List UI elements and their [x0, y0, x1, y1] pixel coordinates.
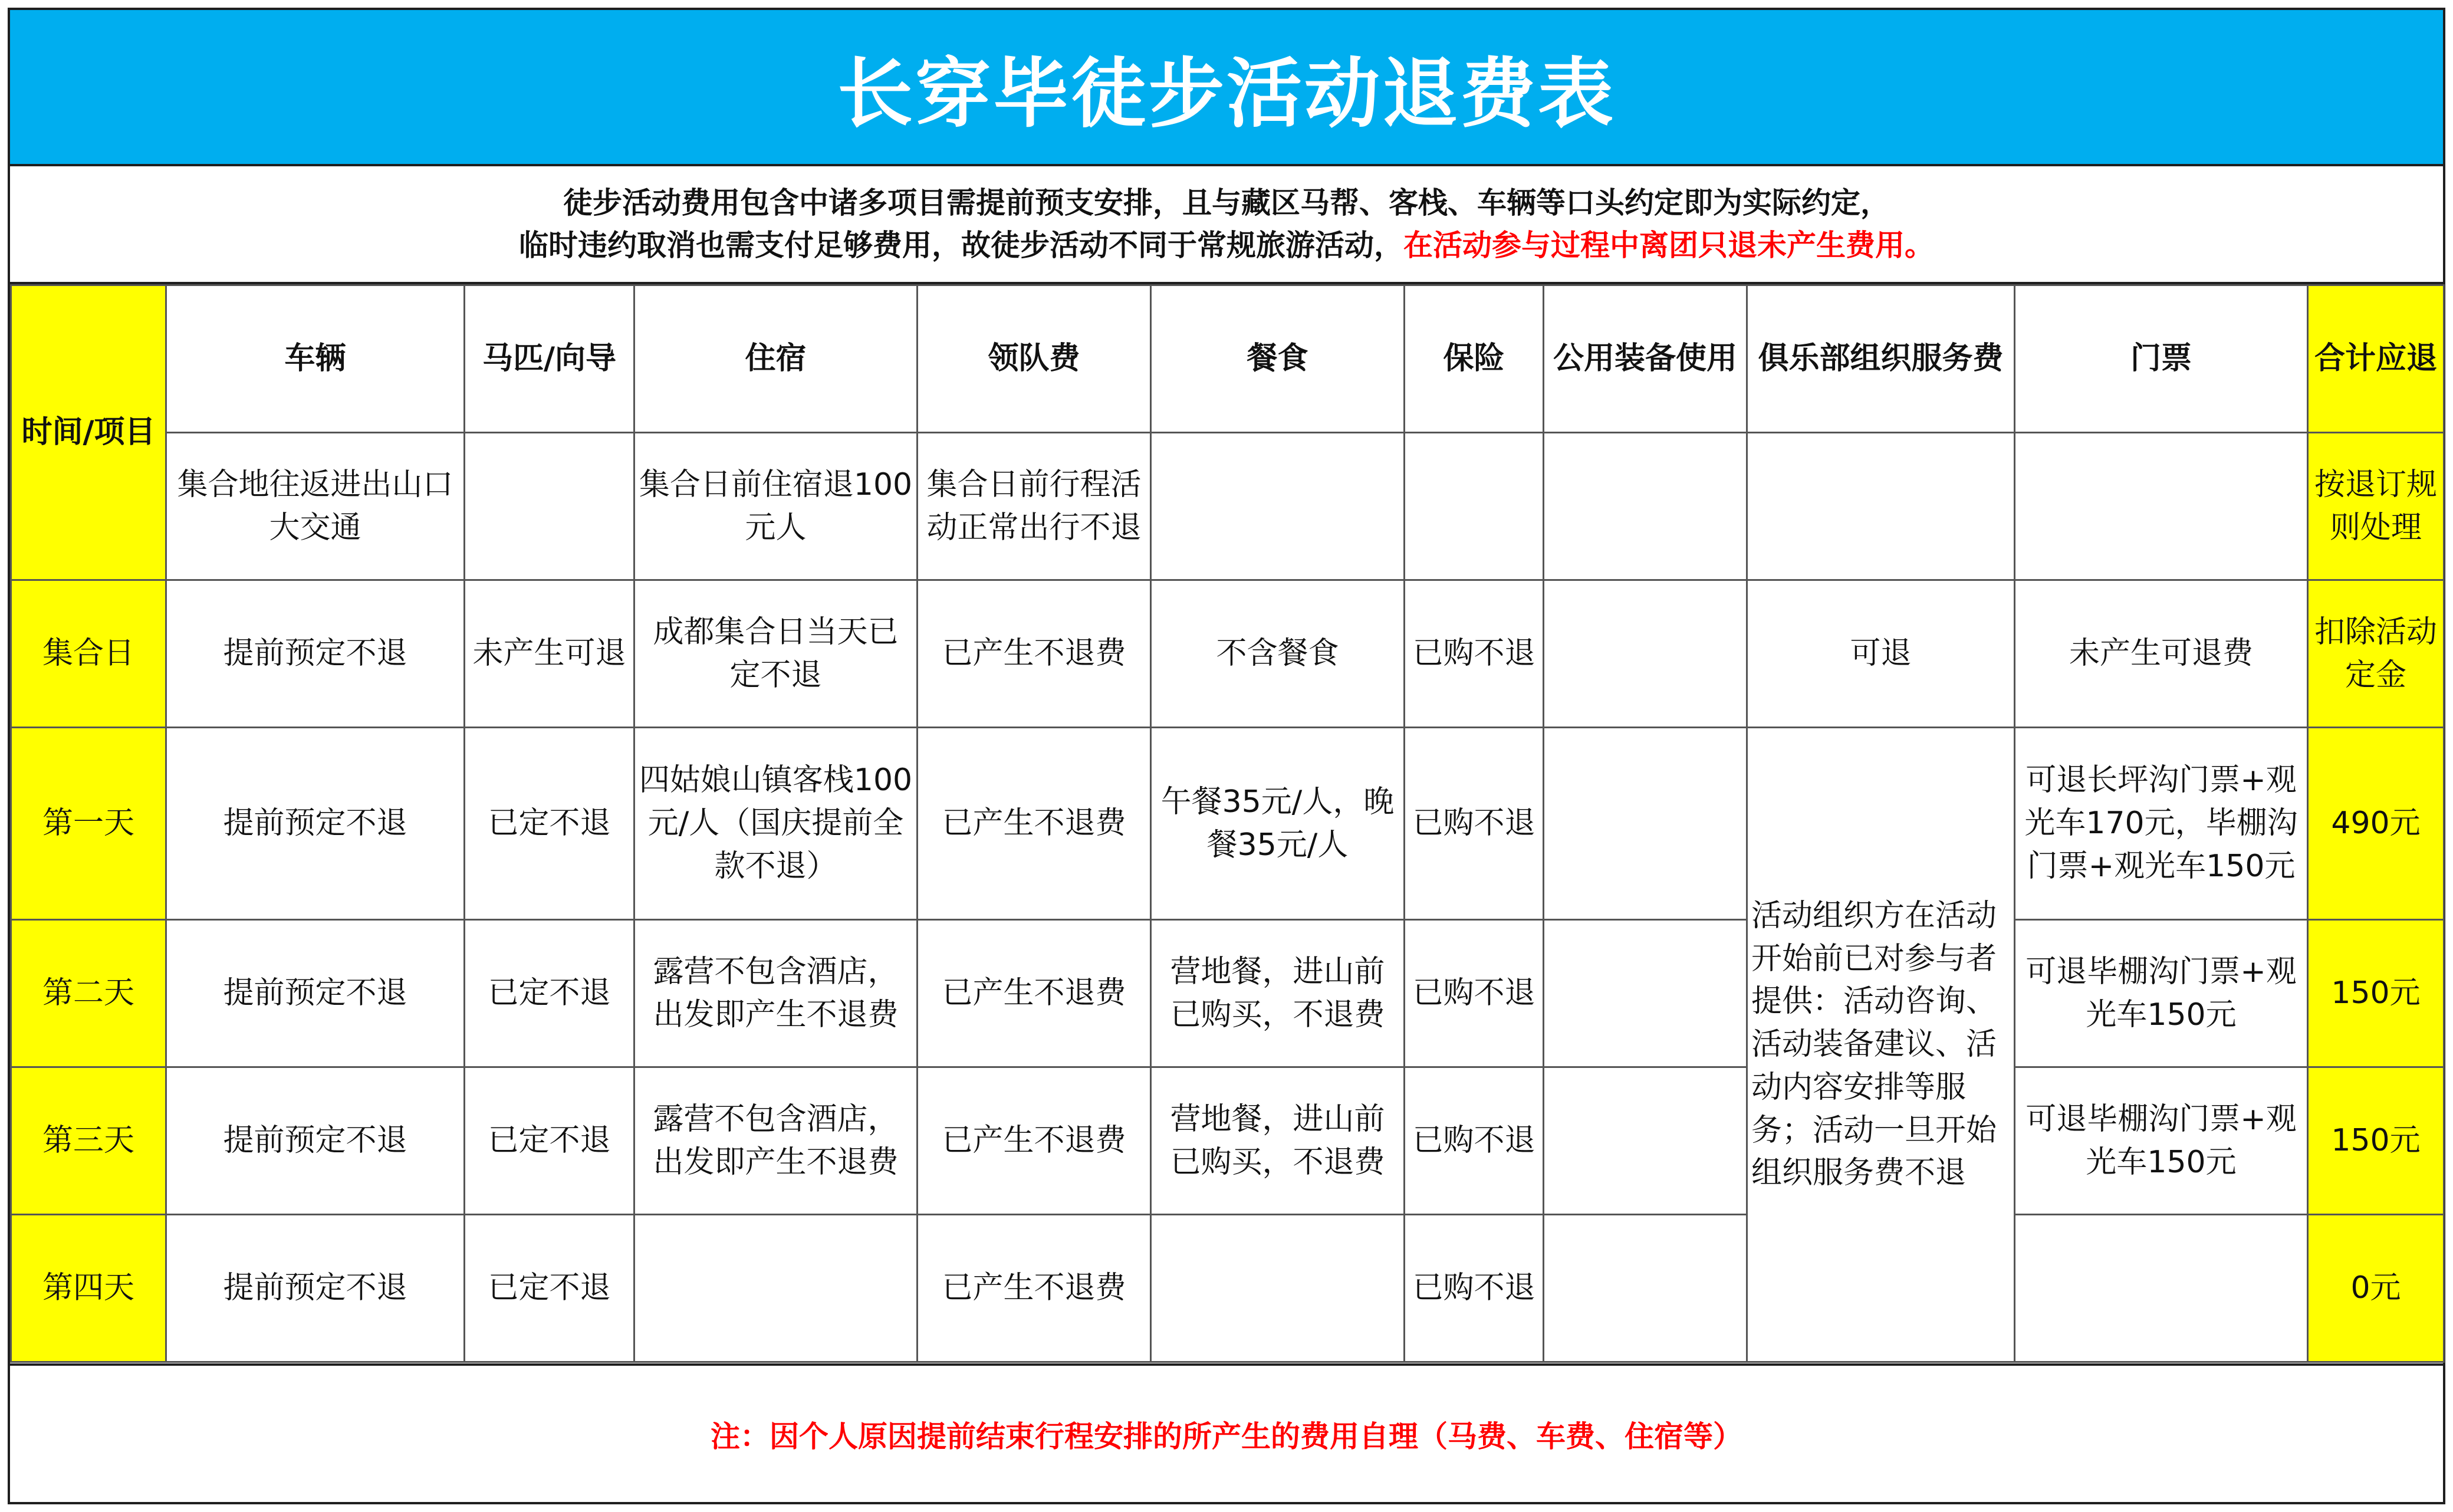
club-fee-merged-cell: 活动组织方在活动开始前已对参与者提供：活动咨询、活动装备建议、活动内容安排等服务；活动一旦开始组织服务费不退 [1747, 728, 2015, 1362]
insurance-cell: 已购不退 [1405, 728, 1544, 920]
tickets-cell: 未产生可退费 [2015, 580, 2308, 728]
table-row [11, 1215, 2444, 1362]
total-cell: 490元 [2308, 728, 2444, 920]
refund-table [10, 284, 2445, 1363]
pre-total-cell: 按退订规则处理 [2308, 433, 2444, 580]
meals-cell: 午餐35元/人，晚餐35元/人 [1151, 728, 1405, 920]
horse-guide-cell: 已定不退 [465, 728, 634, 920]
intro-line-1: 徒步活动费用包含中诸多项目需提前预支安排，且与藏区马帮、客栈、车辆等口头约定即为实际约定， [563, 185, 1890, 220]
day-cell: 第四天 [11, 1215, 166, 1362]
horse-guide-cell: 已定不退 [465, 1067, 634, 1215]
leader-fee-cell: 已产生不退费 [918, 728, 1151, 920]
tickets-cell: 可退毕棚沟门票+观光车150元 [2015, 1067, 2308, 1215]
lodging-cell [634, 1215, 918, 1362]
page-title: 长穿毕徒步活动退费表 [837, 50, 1616, 138]
vehicle-cell: 提前预定不退 [166, 580, 465, 728]
header-gear: 公用装备使用 [1544, 285, 1747, 433]
header-leader-fee: 领队费 [918, 285, 1151, 433]
header-vehicle: 车辆 [166, 285, 465, 433]
header-tickets: 门票 [2015, 285, 2308, 433]
total-cell: 150元 [2308, 920, 2444, 1067]
day-cell: 集合日 [11, 580, 166, 728]
total-cell: 150元 [2308, 1067, 2444, 1215]
intro-line-2-text: 临时违约取消也需支付足够费用，故徒步活动不同于常规旅游活动， [519, 228, 1403, 262]
vehicle-cell: 提前预定不退 [166, 728, 465, 920]
gear-cell [1544, 580, 1747, 728]
meals-cell: 不含餐食 [1151, 580, 1405, 728]
pre-club-fee-cell [1747, 433, 2015, 580]
pre-lodging-cell: 集合日前住宿退100元人 [634, 433, 918, 580]
horse-guide-cell: 已定不退 [465, 920, 634, 1067]
day-cell: 第二天 [11, 920, 166, 1067]
vehicle-cell: 提前预定不退 [166, 1067, 465, 1215]
total-cell: 扣除活动定金 [2308, 580, 2444, 728]
lodging-cell: 露营不包含酒店，出发即产生不退费 [634, 1067, 918, 1215]
refund-sheet [8, 8, 2445, 1504]
header-total: 合计应退 [2308, 285, 2444, 433]
total-cell: 0元 [2308, 1215, 2444, 1362]
leader-fee-cell: 已产生不退费 [918, 1215, 1151, 1362]
horse-guide-cell: 未产生可退 [465, 580, 634, 728]
gear-cell [1544, 1067, 1747, 1215]
table-row [11, 920, 2444, 1067]
gear-cell [1544, 1215, 1747, 1362]
gear-cell [1544, 920, 1747, 1067]
header-lodging: 住宿 [634, 285, 918, 433]
meals-cell [1151, 1215, 1405, 1362]
table-row [11, 728, 2444, 920]
lodging-cell: 露营不包含酒店，出发即产生不退费 [634, 920, 918, 1067]
intro-line-2-warning: 在活动参与过程中离团只退未产生费用。 [1403, 228, 1934, 262]
club-fee-cell: 可退 [1747, 580, 2015, 728]
meals-cell: 营地餐，进山前已购买，不退费 [1151, 920, 1405, 1067]
pre-insurance-cell [1405, 433, 1544, 580]
header-row [11, 285, 2444, 433]
table-row [11, 1067, 2444, 1215]
vehicle-cell: 提前预定不退 [166, 1215, 465, 1362]
intro-line-2 [519, 224, 1934, 267]
meals-cell: 营地餐，进山前已购买，不退费 [1151, 1067, 1405, 1215]
pre-meals-cell [1151, 433, 1405, 580]
header-time-item: 时间/项目 [11, 285, 166, 580]
gear-cell [1544, 728, 1747, 920]
leader-fee-cell: 已产生不退费 [918, 1067, 1151, 1215]
day-cell: 第一天 [11, 728, 166, 920]
header-horse-guide: 马匹/向导 [465, 285, 634, 433]
pre-vehicle-cell: 集合地往返进出山口大交通 [166, 433, 465, 580]
table-row [11, 433, 2444, 580]
insurance-cell: 已购不退 [1405, 580, 1544, 728]
footer-note-text: 注：因个人原因提前结束行程安排的所产生的费用自理（马费、车费、住宿等） [711, 1419, 1742, 1454]
lodging-cell: 成都集合日当天已定不退 [634, 580, 918, 728]
pre-gear-cell [1544, 433, 1747, 580]
pre-leader-fee-cell: 集合日前行程活动正常出行不退 [918, 433, 1151, 580]
insurance-cell: 已购不退 [1405, 920, 1544, 1067]
insurance-cell: 已购不退 [1405, 1067, 1544, 1215]
tickets-cell: 可退长坪沟门票+观光车170元，毕棚沟门票+观光车150元 [2015, 728, 2308, 920]
intro-notice [10, 166, 2443, 284]
day-cell: 第三天 [11, 1067, 166, 1215]
tickets-cell [2015, 1215, 2308, 1362]
leader-fee-cell: 已产生不退费 [918, 920, 1151, 1067]
header-club-fee: 俱乐部组织服务费 [1747, 285, 2015, 433]
insurance-cell: 已购不退 [1405, 1215, 1544, 1362]
header-meals: 餐食 [1151, 285, 1405, 433]
header-insurance: 保险 [1405, 285, 1544, 433]
footer-note [10, 1363, 2443, 1502]
lodging-cell: 四姑娘山镇客栈100元/人（国庆提前全款不退） [634, 728, 918, 920]
horse-guide-cell: 已定不退 [465, 1215, 634, 1362]
pre-horse-guide-cell [465, 433, 634, 580]
title-band [10, 10, 2443, 166]
tickets-cell: 可退毕棚沟门票+观光车150元 [2015, 920, 2308, 1067]
vehicle-cell: 提前预定不退 [166, 920, 465, 1067]
pre-tickets-cell [2015, 433, 2308, 580]
leader-fee-cell: 已产生不退费 [918, 580, 1151, 728]
table-row [11, 580, 2444, 728]
